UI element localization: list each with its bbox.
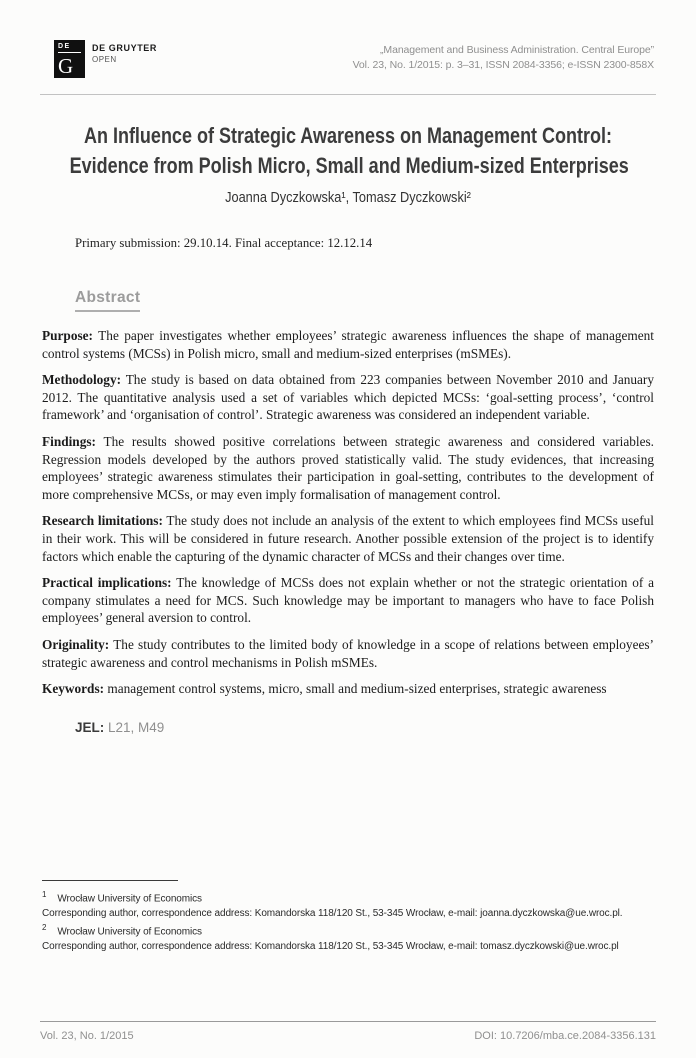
paragraph-findings (42, 433, 654, 503)
logo-g-letter: G (58, 54, 74, 78)
degruyter-wordmark (92, 43, 157, 64)
paragraph-text: The knowledge of MCSs does not explain whether or not the strategic orientation of a company stimulates a need for MCS. Such knowledge may be important to managers who have to face Polish employees’ general aversion to control. (42, 575, 654, 626)
paragraph-research-limitations (42, 512, 654, 565)
footer-volume: Vol. 23, No. 1/2015 (40, 1030, 134, 1042)
footnote-text: Wrocław University of Economics (57, 926, 202, 938)
journal-issue-issn: Vol. 23, No. 1/2015: p. 3–31, ISSN 2084-3356; e-ISSN 2300-858X (352, 59, 654, 71)
footnote-address-1 (42, 907, 654, 921)
footnote-address-2 (42, 940, 654, 954)
brand-name: DE GRUYTER (92, 43, 158, 53)
degruyter-logo-mark (54, 40, 85, 78)
jel-codes: L21, M49 (108, 719, 165, 735)
footnote-divider (42, 880, 178, 881)
paragraph-label: Originality: (42, 636, 110, 652)
footnote-text: Corresponding author, correspondence address: Komandorska 118/120 St., 53-345 Wrocław, e-mail: tomasz.dyczkowski@ue.wroc.pl (42, 940, 619, 952)
paragraph-label: Methodology: (42, 372, 122, 388)
paragraph-text: The paper investigates whether employees’ strategic awareness influences the shape of management control systems (MCSs) in Polish micro, small and medium-sized enterprises (mSMEs). (42, 328, 654, 361)
paragraph-text: The study does not include an analysis of the extent to which employees find MCSs useful in their work. This will be considered in future research. Another possible extension of the project is to identify factors which enable the capturing of the dynamic character of MCSs and their changes over time. (42, 513, 654, 564)
paragraph-label: Keywords: (42, 681, 105, 697)
footnote-marker: 2 (42, 923, 47, 933)
paragraph-label: Purpose: (42, 328, 93, 343)
paragraph-text: The study contributes to the limited body of knowledge in a scope of relations between employees’ strategic awareness and control mechanisms in Polish mSMEs. (42, 636, 654, 670)
abstract-heading: Abstract (75, 289, 140, 312)
footnote-marker: 1 (42, 890, 47, 900)
abstract-section (42, 289, 654, 312)
paragraph-text: The study is based on data obtained from 223 companies between November 2010 and January 2012. The quantitative analysis used a set of variables which depicted MCSs: ‘goal-setting process’, ‘control framework’ and ‘organisation of control’. Strategic awareness was considered an independent variable. (42, 372, 654, 423)
paragraph-label: Findings: (42, 433, 96, 449)
paragraph-practical-implications (42, 574, 654, 627)
paragraph-label: Research limitations: (42, 513, 163, 529)
brand-subtitle: OPEN (92, 55, 117, 64)
title-line-2: Evidence from Polish Micro, Small and Medium-sized Enterprises (69, 153, 629, 178)
degruyter-logo (54, 40, 157, 78)
title-line-1: An Influence of Strategic Awareness on Management Control: (83, 123, 613, 148)
abstract-body (42, 327, 654, 698)
page-footer (40, 1021, 656, 1042)
footnotes (42, 880, 654, 954)
authors-line: Joanna Dyczkowska¹, Tomasz Dyczkowski² (225, 190, 471, 206)
footer-doi: DOI: 10.7206/mba.ce.2084-3356.131 (474, 1030, 656, 1042)
journal-name: „Management and Business Administration. Central Europe” (380, 44, 654, 56)
header-divider (40, 94, 656, 95)
paragraph-purpose (42, 327, 654, 362)
paragraph-label: Practical implications: (42, 575, 172, 591)
footnote-affiliation-1 (42, 888, 654, 907)
paragraph-originality (42, 636, 654, 671)
jel-label: JEL: (75, 719, 105, 735)
paragraph-keywords (42, 680, 654, 698)
submission-dates: Primary submission: 29.10.14. Final acceptance: 12.12.14 (75, 236, 373, 250)
logo-de-text: DE (58, 43, 81, 53)
paragraph-text: management control systems, micro, small and medium-sized enterprises, strategic awareness (107, 681, 607, 697)
jel-line (42, 720, 654, 735)
article-title (70, 121, 627, 181)
paragraph-methodology (42, 371, 654, 424)
footnote-text: Wrocław University of Economics (57, 893, 202, 905)
journal-info (353, 43, 654, 73)
footnote-affiliation-2 (42, 921, 654, 940)
footnote-text: Corresponding author, correspondence address: Komandorska 118/120 St., 53-345 Wrocław, e-mail: joanna.dyczkowska@ue.wroc.pl. (42, 907, 623, 919)
paragraph-text: The results showed positive correlations between strategic awareness and considered variables. Regression models developed by the authors proved statistically valid. The study evidences, that increasing employees’ strategic awareness stimulates their participation in goal-setting, contributes to the development of more comprehensive MCSs, or may even imply formalisation of management control. (42, 433, 654, 502)
page-header (0, 0, 696, 78)
